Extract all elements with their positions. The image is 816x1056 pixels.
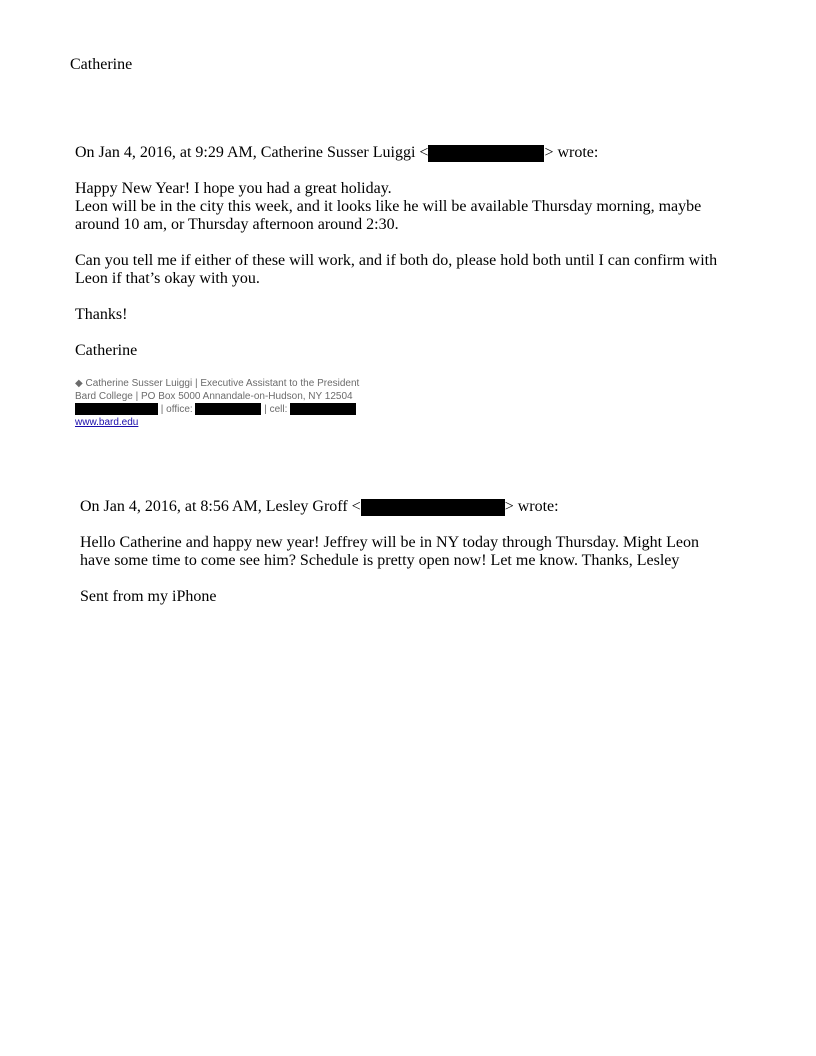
email1-line5: Leon if that’s okay with you. bbox=[75, 270, 260, 287]
top-signoff: Catherine bbox=[70, 56, 133, 73]
email2-line2: have some time to come see him? Schedule is pretty open now! Let me know. Thanks, Lesley bbox=[80, 552, 680, 569]
email1-thanks: Thanks! bbox=[75, 306, 128, 323]
email1-header bbox=[75, 144, 598, 162]
redacted-email bbox=[428, 145, 544, 162]
office-label: | office: bbox=[160, 404, 193, 415]
email1-line3: around 10 am, or Thursday afternoon around 2:30. bbox=[75, 216, 399, 233]
email1-signoff: Catherine bbox=[75, 342, 138, 359]
email1-line4: Can you tell me if either of these will work, and if both do, please hold both until I can confirm with bbox=[75, 252, 718, 269]
signature-phone-line bbox=[75, 403, 356, 416]
email1-header-suffix: > wrote: bbox=[544, 144, 599, 161]
redacted-cell-phone bbox=[290, 403, 356, 415]
email1-line1: Happy New Year! I hope you had a great holiday. bbox=[75, 180, 392, 197]
signature-name-line: ◆ Catherine Susser Luiggi | Executive Assistant to the President bbox=[75, 378, 360, 389]
redacted-phone bbox=[75, 403, 158, 415]
redacted-email bbox=[361, 499, 505, 516]
cell-label: | cell: bbox=[264, 404, 288, 415]
signature-website-line bbox=[75, 416, 138, 429]
email2-header bbox=[80, 498, 559, 516]
email2-header-prefix: On Jan 4, 2016, at 8:56 AM, Lesley Groff < bbox=[80, 498, 361, 515]
email2-header-suffix: > wrote: bbox=[504, 498, 559, 515]
redacted-office-phone bbox=[195, 403, 261, 415]
email1-line2: Leon will be in the city this week, and it looks like he will be available Thursday morning, maybe bbox=[75, 198, 702, 215]
email1-header-prefix: On Jan 4, 2016, at 9:29 AM, Catherine Susser Luiggi < bbox=[75, 144, 429, 161]
website-link[interactable]: www.bard.edu bbox=[75, 417, 139, 428]
email2-line1: Hello Catherine and happy new year! Jeffrey will be in NY today through Thursday. Might Leon bbox=[80, 534, 699, 551]
email2-sent-from: Sent from my iPhone bbox=[80, 588, 217, 605]
signature-address-line: Bard College | PO Box 5000 Annandale-on-Hudson, NY 12504 bbox=[75, 391, 353, 402]
